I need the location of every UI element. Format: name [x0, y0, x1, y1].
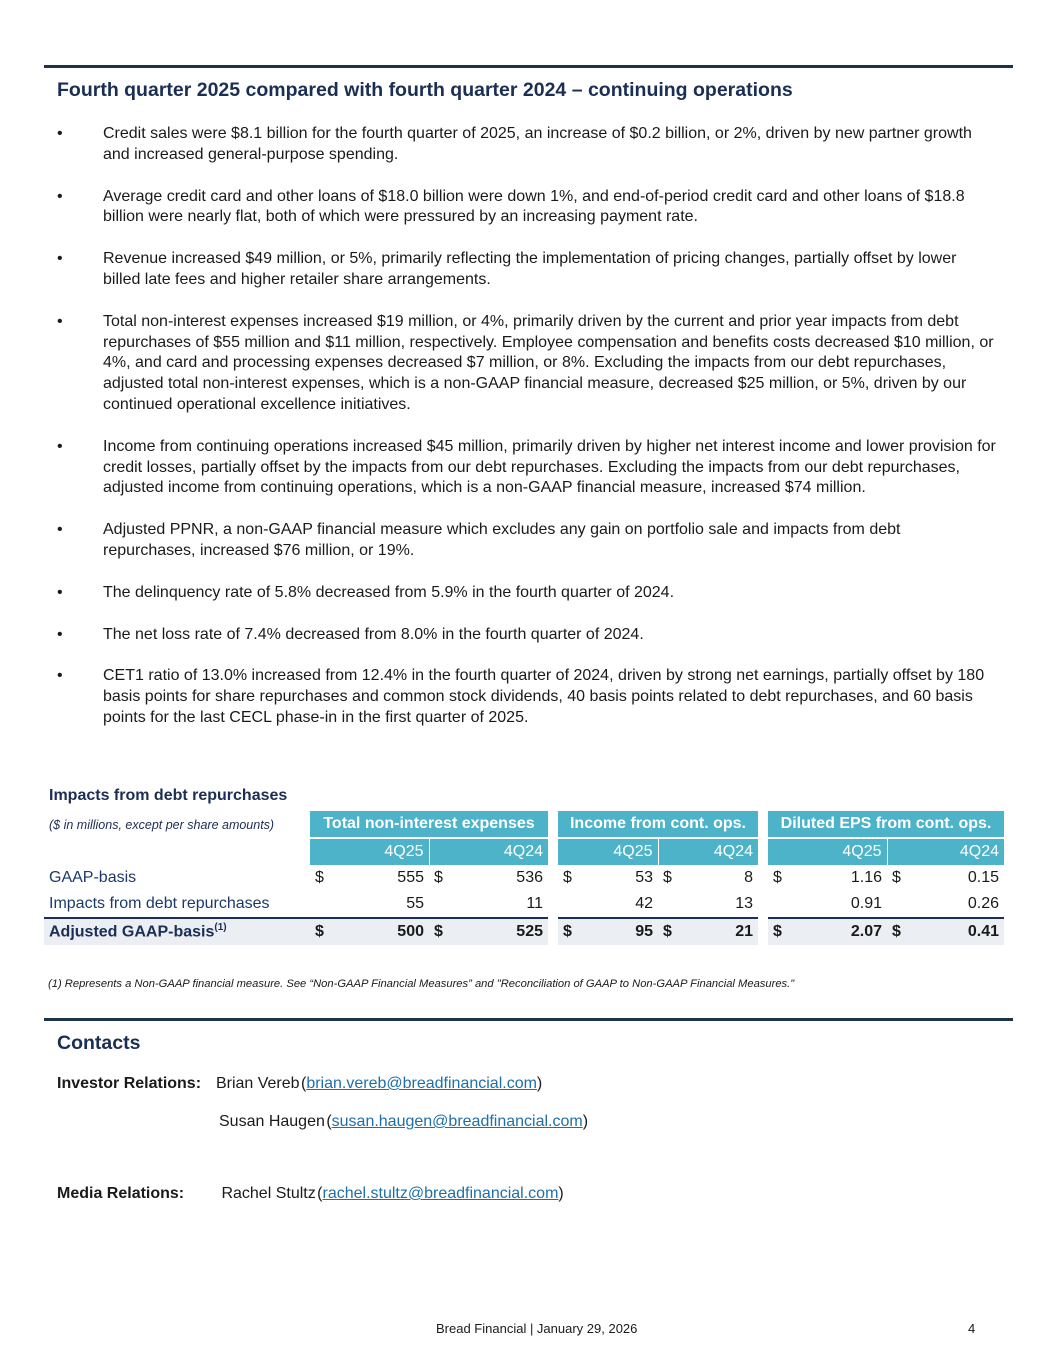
cell-value: 2.07 — [788, 918, 887, 945]
cell-value: 536 — [516, 869, 543, 886]
group-header: Total non-interest expenses — [310, 811, 548, 838]
contact-name: Susan Haugen — [219, 1113, 325, 1130]
bullet-item: • Income from continuing operations increased $45 million, primarily driven by higher net interest income and lower provision for credit losses, partially offset by the impacts from our debt repurchases. Excluding the impacts from our debt repurchases, adjusted income from continuing operations, which is a non-GAAP financial measure, increased $74 million. — [57, 437, 996, 497]
bullet-item: • Credit sales were $8.1 billion for the fourth quarter of 2025, an increase of $0.2 billion, or 2%, driven by new partner growth and increased general-purpose spending. — [57, 125, 972, 163]
contact-name: Brian Vereb — [215, 1075, 300, 1092]
bullet-item: • The net loss rate of 7.4% decreased from 8.0% in the fourth quarter of 2024. — [57, 625, 997, 646]
bullet-dot: • — [57, 521, 63, 539]
bullet-dot: • — [57, 312, 63, 330]
bullet-item: • Revenue increased $49 million, or 5%, primarily reflecting the implementation of pricing changes, partially offset by lower billed late fees and higher retailer share arrangements. — [57, 250, 957, 288]
contacts-title: Contacts — [57, 1032, 141, 1054]
group-header: Income from cont. ops. — [558, 811, 758, 838]
period-header: 4Q24 — [429, 838, 548, 865]
debt-repurchase-impacts-table — [44, 811, 1004, 945]
cell-value: 95 — [578, 918, 658, 945]
bullet-dot: • — [57, 667, 63, 685]
email-link[interactable]: susan.haugen@breadfinancial.com — [331, 1113, 583, 1130]
row-label: Impacts from debt repurchases — [49, 895, 270, 912]
period-header: 4Q24 — [658, 838, 758, 865]
table-footnote: (1) Represents a Non-GAAP financial measure. See “Non-GAAP Financial Measures” and "Reconciliation of GAAP to Non-GAAP Financial Measures." — [48, 978, 795, 990]
cell-value: 42 — [635, 895, 653, 912]
cell-value: 11 — [526, 895, 543, 912]
row-label: GAAP-basis — [49, 869, 137, 886]
currency-sign: $ — [315, 869, 324, 886]
table-row — [44, 865, 1004, 891]
cell-value: 0.41 — [907, 918, 1004, 945]
period-header-row — [44, 838, 1004, 865]
bullet-item: • The delinquency rate of 5.8% decreased from 5.9% in the fourth quarter of 2024. — [57, 583, 997, 604]
cell-value: 0.26 — [967, 895, 999, 912]
currency-sign: $ — [773, 869, 782, 886]
email-link[interactable]: rachel.stultz@breadfinancial.com — [322, 1185, 559, 1202]
bullet-item: • CET1 ratio of 13.0% increased from 12.4% in the fourth quarter of 2024, driven by strong net earnings, partially offset by 180 basis points for share repurchases and common stock dividends, 40 basis points related to debt repurchases, and 60 basis points for the last CECL phase-in in the first quarter of 2025. — [57, 667, 985, 726]
total-row — [44, 918, 1004, 945]
cell-value: 13 — [735, 895, 753, 912]
cell-value: 0.15 — [967, 869, 999, 886]
cell-value: 500 — [330, 918, 429, 945]
media-relations-row: Media Relations: Rachel Stultz (rachel.stultz@breadfinancial.com) — [57, 1185, 564, 1202]
cell-value: 53 — [635, 869, 653, 886]
cell-value: 8 — [744, 869, 753, 886]
bullet-dot: • — [57, 625, 63, 643]
cell-value: 525 — [449, 918, 548, 945]
period-header: 4Q25 — [310, 838, 429, 865]
media-relations-label: Media Relations: — [57, 1185, 185, 1202]
footnote-marker: (1) — [214, 922, 227, 934]
bullet-dot: • — [57, 250, 63, 268]
bullet-item: • Average credit card and other loans of $18.0 billion were down 1%, and end-of-period credit card and other loans of $18.8 billion were nearly flat, both of which were pressured by an increasing payment rate. — [57, 187, 965, 226]
currency-sign: $ — [563, 869, 572, 886]
currency-sign: $ — [558, 918, 578, 945]
group-header: Diluted EPS from cont. ops. — [768, 811, 1004, 838]
bullet-item: • Adjusted PPNR, a non-GAAP financial measure which excludes any gain on portfolio sale and impacts from debt repurchases, increased $76 million, or 19%. — [57, 521, 901, 559]
email-link[interactable]: brian.vereb@breadfinancial.com — [306, 1075, 537, 1092]
contacts-divider — [44, 1018, 1013, 1021]
cell-value: 55 — [406, 895, 424, 912]
currency-sign: $ — [887, 918, 907, 945]
period-header: 4Q25 — [558, 838, 658, 865]
bullet-item: • Total non-interest expenses increased $19 million, or 4%, primarily driven by the current and prior year impacts from debt repurchases of $55 million and $11 million, respectively. Employee compensation and benefits costs decreased $10 million, or 4%, and card and processing expenses decreased $7 million, or 8%. Excluding the impacts from our debt repurchases, adjusted total non-interest expenses, which is a non-GAAP financial measure, decreased $25 million, or 5%, driven by our continued operational excellence initiatives. — [57, 312, 994, 413]
investor-relations-label: Investor Relations: — [57, 1075, 202, 1092]
currency-sign: $ — [892, 869, 901, 886]
group-header-row — [44, 811, 1004, 838]
currency-sign: $ — [310, 918, 330, 945]
investor-relations-row-1: Investor Relations: Brian Vereb (brian.vereb@breadfinancial.com) — [57, 1075, 543, 1092]
highlights-list — [57, 124, 997, 750]
currency-sign: $ — [429, 918, 449, 945]
cell-value: 1.16 — [850, 869, 882, 886]
row-label: Adjusted GAAP-basis$^{(1)}$ — [44, 918, 310, 945]
currency-sign: $ — [768, 918, 788, 945]
cell-value: 21 — [678, 918, 758, 945]
page-footer: Bread Financial | January 29, 2026 — [436, 1321, 638, 1336]
investor-relations-row-2: Susan Haugen (susan.haugen@breadfinancial.com) — [219, 1113, 589, 1130]
bullet-dot: • — [57, 583, 63, 601]
cell-value: 0.91 — [850, 895, 882, 912]
cell-value: 555 — [397, 869, 424, 886]
bullet-dot: • — [57, 437, 63, 455]
bullet-dot: • — [57, 125, 63, 142]
period-header: 4Q24 — [887, 838, 1004, 865]
table-row — [44, 891, 1004, 918]
section-title: Fourth quarter 2025 compared with fourth quarter 2024 – continuing operations — [57, 79, 793, 101]
contact-name: Rachel Stultz — [221, 1185, 316, 1202]
currency-sign: $ — [434, 869, 443, 886]
table-title: Impacts from debt repurchases — [49, 787, 288, 804]
table-subtitle: ($ in millions, except per share amounts) — [49, 817, 275, 832]
currency-sign: $ — [663, 869, 672, 886]
page-number: 4 — [968, 1321, 976, 1336]
period-header: 4Q25 — [768, 838, 887, 865]
top-divider — [44, 65, 1013, 68]
currency-sign: $ — [658, 918, 678, 945]
bullet-dot: • — [57, 187, 63, 205]
